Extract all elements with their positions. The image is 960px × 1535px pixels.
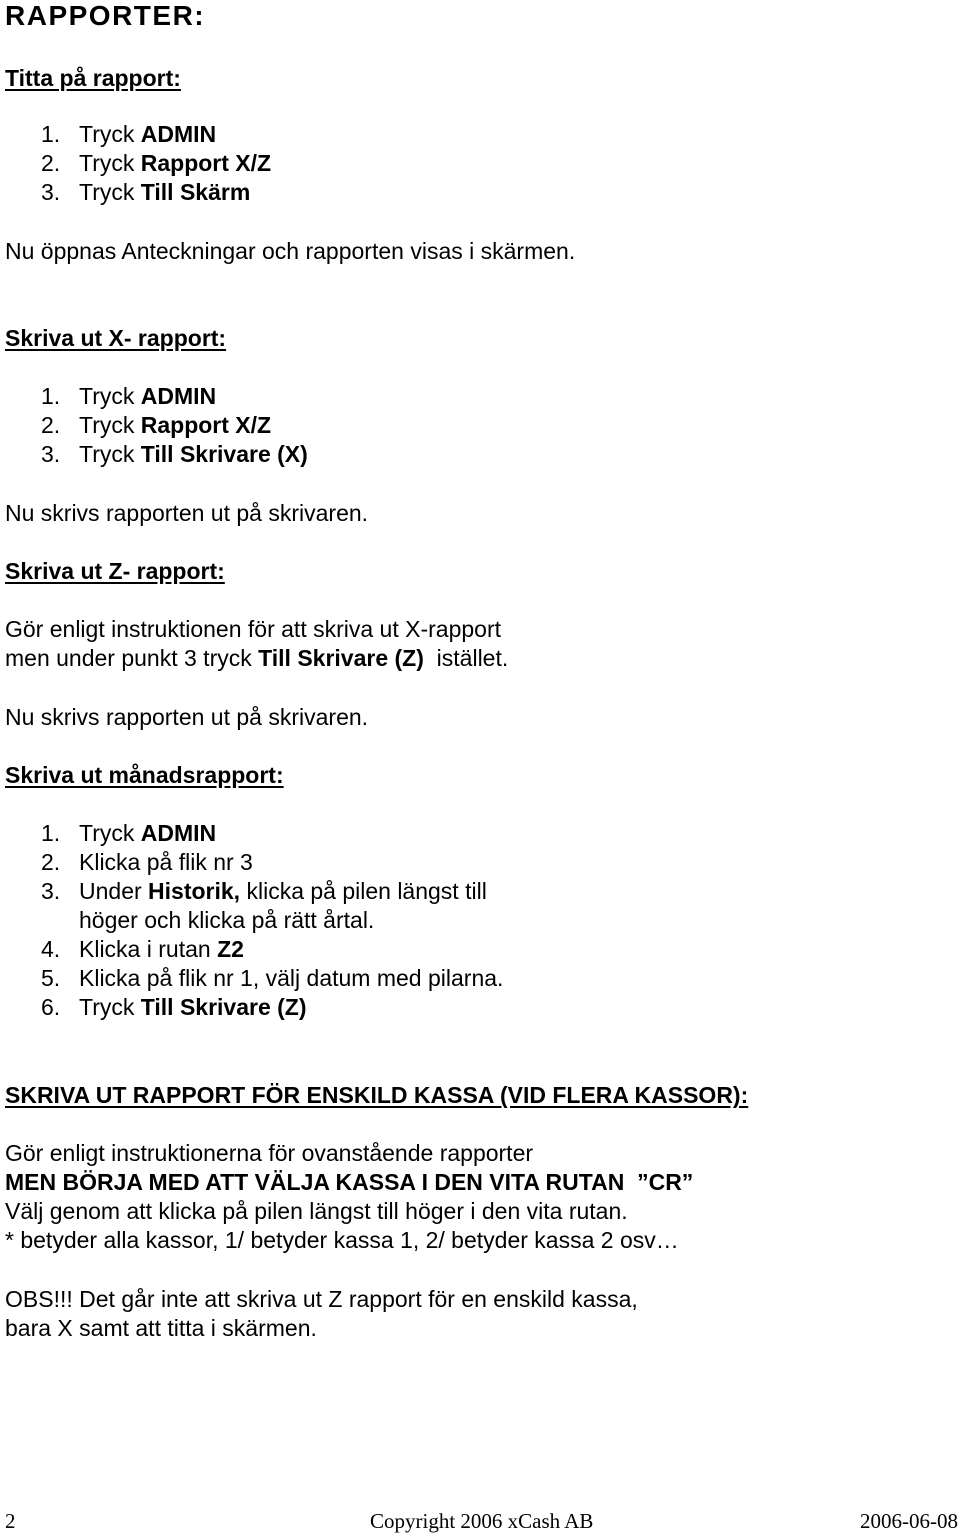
obs-note: OBS!!! Det går inte att skriva ut Z rapport för en enskild kassa, xyxy=(5,1286,638,1312)
list-item: 2. Klicka på flik nr 3 xyxy=(41,849,253,875)
list-item: 4. Klicka i rutan Z2 xyxy=(41,936,244,962)
list-item: 5. Klicka på flik nr 1, välj datum med pilarna. xyxy=(41,965,504,991)
footer-date: 2006-06-08 xyxy=(860,1509,958,1533)
paragraph-note: Nu skrivs rapporten ut på skrivaren. xyxy=(5,704,369,730)
paragraph-note: Nu öppnas Anteckningar och rapporten visas i skärmen. xyxy=(5,238,576,264)
paragraph-line: * betyder alla kassor, 1/ betyder kassa 1, 2/ betyder kassa 2 osv… xyxy=(5,1227,679,1253)
paragraph-line: Välj genom att klicka på pilen längst till höger i den vita rutan. xyxy=(5,1198,628,1224)
list-item: 3. Under Historik, klicka på pilen längst till xyxy=(41,878,487,904)
list-item: 6. Tryck Till Skrivare (Z) xyxy=(41,994,307,1020)
heading-print-x-report: Skriva ut X- rapport: xyxy=(5,325,227,351)
paragraph-line: Gör enligt instruktionerna för ovanstående rapporter xyxy=(5,1140,534,1166)
list-item: 3. Tryck Till Skrivare (X) xyxy=(41,441,308,467)
heading-print-monthly-report: Skriva ut månadsrapport: xyxy=(5,762,284,788)
paragraph-line: Gör enligt instruktionen för att skriva ut X-rapport xyxy=(5,616,501,642)
paragraph-line: men under punkt 3 tryck Till Skrivare (Z) istället. xyxy=(5,645,509,671)
heading-single-register-report: SKRIVA UT RAPPORT FÖR ENSKILD KASSA (VID FLERA KASSOR): xyxy=(5,1082,749,1108)
heading-view-report: Titta på rapport: xyxy=(5,65,181,91)
list-item: 3. Tryck Till Skärm xyxy=(41,179,251,205)
paragraph-note: Nu skrivs rapporten ut på skrivaren. xyxy=(5,500,369,526)
heading-print-z-report: Skriva ut Z- rapport: xyxy=(5,558,225,584)
list-item: 2. Tryck Rapport X/Z xyxy=(41,412,272,438)
list-item: 1. Tryck ADMIN xyxy=(41,383,217,409)
paragraph-line-bold: MEN BÖRJA MED ATT VÄLJA KASSA I DEN VITA RUTAN ”CR” xyxy=(5,1169,694,1195)
obs-note: bara X samt att titta i skärmen. xyxy=(5,1315,317,1341)
list-item: 1. Tryck ADMIN xyxy=(41,820,217,846)
list-item: 2. Tryck Rapport X/Z xyxy=(41,150,272,176)
list-item: 1. Tryck ADMIN xyxy=(41,121,217,147)
footer-copyright: Copyright 2006 xCash AB xyxy=(370,1509,594,1533)
list-item-continuation: höger och klicka på rätt årtal. xyxy=(79,907,375,933)
page-title: RAPPORTER: xyxy=(5,0,206,31)
page-number: 2 xyxy=(5,1509,16,1533)
